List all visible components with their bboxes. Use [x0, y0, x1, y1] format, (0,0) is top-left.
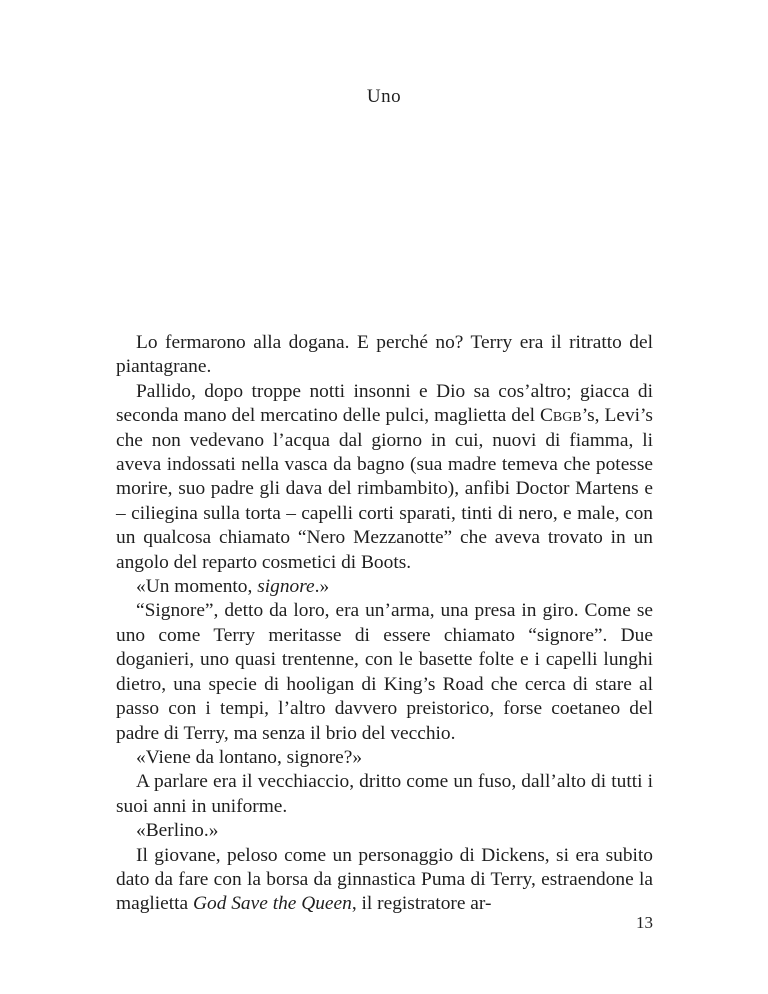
paragraph-text: Pallido, dopo troppe notti insonni e Dio sa cos’altro; giacca di seconda mano del mercatino delle pulci, maglietta del: [116, 380, 653, 427]
page-number: 13: [636, 913, 653, 932]
paragraph-text: Lo fermarono alla dogana. E perché no? Terry era il ritratto del piantagrane.: [116, 332, 653, 378]
paragraph-text: .»: [314, 576, 330, 598]
paragraph-text: «Un momento,: [136, 576, 258, 598]
paragraph-text: «Berlino.»: [136, 820, 219, 842]
paragraph-2: [116, 380, 653, 575]
chapter-title: Uno: [366, 86, 402, 107]
paragraph-text: A parlare era il vecchiaccio, dritto come un fuso, dall’alto di tutti i suoi anni in uniforme.: [116, 771, 653, 817]
paragraph-7: [116, 819, 653, 843]
italic-text: signore: [257, 576, 315, 598]
paragraph-8: [116, 844, 653, 917]
paragraph-text: , il registratore ar-: [351, 893, 492, 915]
paragraph-text: “Signore”, detto da loro, era un’arma, una presa in giro. Come se uno come Terry meritasse di essere chiamato “signore”. Due doganieri, uno quasi trentenne, con le basette folte e i capelli lunghi dietro, una specie di hooligan di King’s Road che cerca di stare al passo con i tempi, l’altro davvero preistorico, forse coetaneo del padre di Terry, ma senza il brio del vecchio.: [116, 600, 653, 744]
paragraph-5: [116, 746, 653, 770]
paragraph-4: [116, 599, 653, 745]
paragraph-text: «Viene da lontano, signore?»: [136, 746, 363, 768]
paragraph-3: [116, 575, 653, 599]
body-text: [116, 331, 653, 917]
paragraph-text: Il giovane, peloso come un personaggio di Dickens, si era subito dato da fare con la borsa da ginnastica Puma di Terry, estraendone la maglietta: [116, 844, 653, 915]
smallcaps-text: Cbgb: [539, 405, 582, 427]
paragraph-1: [116, 331, 653, 380]
paragraph-6: [116, 770, 653, 819]
paragraph-text: ’s, Levi’s che non vedevano l’acqua dal giorno in cui, nuovi di fiamma, li aveva indossati nella vasca da bagno (sua madre temeva che potesse morire, suo padre gli dava del rimbambito), anfibi Doctor Martens e – ciliegina sulla torta – capelli corti sparati, tinti di nero, e male, con un qualcosa chiamato “Nero Mezzanotte” che aveva trovato in un angolo del reparto cosmetici di Boots.: [116, 405, 653, 573]
italic-text: God Save the Queen: [193, 893, 352, 915]
